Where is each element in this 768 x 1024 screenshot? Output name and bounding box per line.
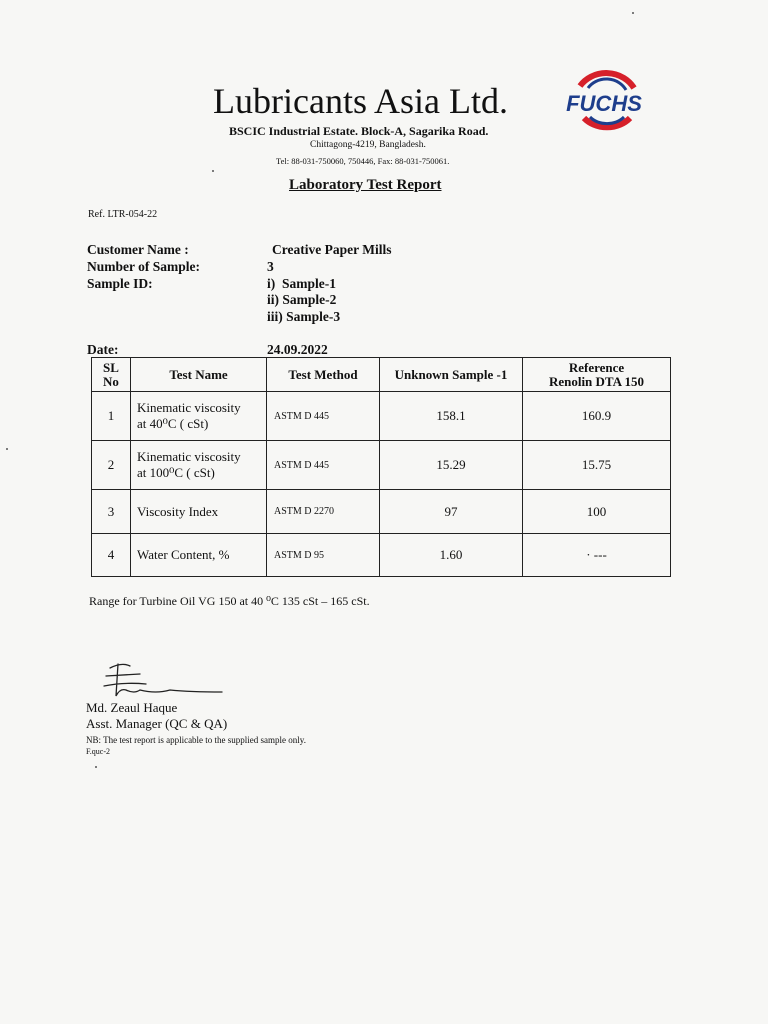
row-test-method: ASTM D 2270 [267, 490, 380, 534]
row-reference-value: · --- [523, 534, 671, 577]
row-reference-value: 15.75 [523, 441, 671, 490]
row-unknown-value: 97 [380, 490, 523, 534]
row-test-method: ASTM D 95 [267, 534, 380, 577]
table-row [92, 534, 671, 577]
row-sl: 2 [92, 441, 131, 490]
sample-count-value: 3 [267, 259, 274, 274]
report-title: Laboratory Test Report [289, 177, 442, 193]
header-unknown-sample: Unknown Sample -1 [380, 358, 523, 392]
customer-value: Creative Paper Mills [272, 242, 392, 257]
row-test-method: ASTM D 445 [267, 441, 380, 490]
reference-number: Ref. LTR-054-22 [88, 209, 158, 220]
date-label: Date: [87, 342, 119, 357]
disclaimer-note: NB: The test report is applicable to the supplied sample only. [86, 735, 306, 745]
results-table [91, 357, 671, 577]
customer-label: Customer Name : [87, 242, 189, 257]
row-test-name: Kinematic viscosity at 40⁰C ( cSt) [131, 392, 267, 441]
row-sl: 3 [92, 490, 131, 534]
contact-line: Tel: 88-031-750060, 750446, Fax: 88-031-750061. [276, 156, 450, 166]
row-test-method: ASTM D 445 [267, 392, 380, 441]
sample-count-label: Number of Sample: [87, 259, 200, 274]
row-unknown-value: 15.29 [380, 441, 523, 490]
header-sl: SL No [92, 358, 131, 392]
header-test-method: Test Method [267, 358, 380, 392]
fuchs-logo [558, 66, 650, 136]
table-row [92, 490, 671, 534]
speck [6, 448, 8, 450]
row-reference-value: 160.9 [523, 392, 671, 441]
company-name: Lubricants Asia Ltd. [213, 81, 508, 121]
table-header-row [92, 358, 671, 392]
handwritten-signature [100, 660, 224, 700]
sample-id-2: ii) Sample-2 [267, 292, 337, 307]
table-row [92, 441, 671, 490]
address-line-2: Chittagong-4219, Bangladesh. [310, 140, 426, 150]
sample-id-3: iii) Sample-3 [267, 309, 341, 324]
sample-id-1: i) Sample-1 [267, 276, 336, 291]
speck [95, 766, 97, 768]
logo-arc-mid [588, 79, 626, 90]
row-test-name: Viscosity Index [131, 490, 267, 534]
speck [212, 170, 214, 172]
header-reference: Reference Renolin DTA 150 [523, 358, 671, 392]
logo-brand-text: FUCHS [566, 91, 642, 116]
form-code: F.quc-2 [86, 747, 111, 756]
speck [632, 12, 634, 14]
row-test-name: Water Content, % [131, 534, 267, 577]
table-row [92, 392, 671, 441]
row-unknown-value: 158.1 [380, 392, 523, 441]
address-line-1: BSCIC Industrial Estate. Block-A, Sagarika Road. [229, 124, 489, 138]
row-sl: 4 [92, 534, 131, 577]
row-sl: 1 [92, 392, 131, 441]
sample-id-label: Sample ID: [87, 276, 153, 291]
row-test-name: Kinematic viscosity at 100⁰C ( cSt) [131, 441, 267, 490]
range-note: Range for Turbine Oil VG 150 at 40 ⁰C 135 cSt – 165 cSt. [89, 594, 370, 608]
row-unknown-value: 1.60 [380, 534, 523, 577]
row-reference-value: 100 [523, 490, 671, 534]
signer-name: Md. Zeaul Haque [86, 700, 178, 715]
date-value: 24.09.2022 [267, 342, 328, 357]
signer-title: Asst. Manager (QC & QA) [86, 716, 228, 731]
header-test-name: Test Name [131, 358, 267, 392]
